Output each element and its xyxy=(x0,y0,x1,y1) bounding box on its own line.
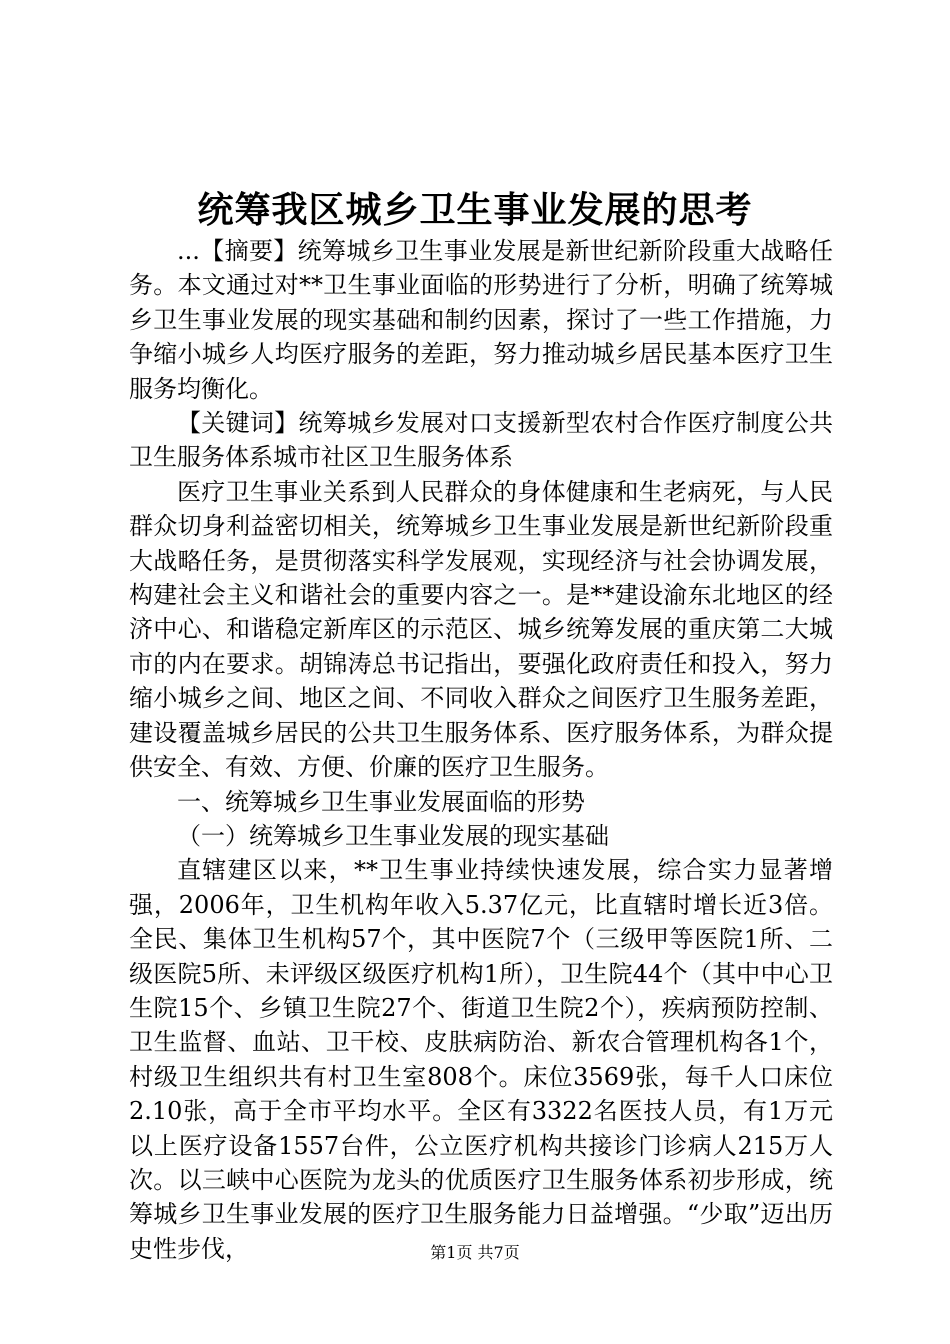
keywords-paragraph: 【关键词】统筹城乡发展对口支援新型农村合作医疗制度公共卫生服务体系城市社区卫生服务体系 xyxy=(129,409,833,472)
subsection-heading: （一）统筹城乡卫生事业发展的现实基础 xyxy=(177,821,609,850)
section-heading: 一、统筹城乡卫生事业发展面临的形势 xyxy=(177,787,585,816)
document-body xyxy=(129,234,833,1266)
body-paragraph: 直辖建区以来，**卫生事业持续快速发展，综合实力显著增强，2006年，卫生机构年收入5.37亿元，比直辖时增长近3倍。全民、集体卫生机构57个，其中医院7个（三级甲等医院1所、二级医院5所、未评级区级医疗机构1所），卫生院44个（其中中心卫生院15个、乡镇卫生院27个、街道卫生院2个），疾病预防控制、卫生监督、血站、卫干校、皮肤病防治、新农合管理机构各1个，村级卫生组织共有村卫生室808个。床位3569张，每千人口床位2.10张，高于全市平均水平。全区有3322名医技人员，有1万元以上医疗设备1557台件，公立医疗机构共接诊门诊病人215万人次。以三峡中心医院为龙头的优质医疗卫生服务体系初步形成，统筹城乡卫生事业发展的医疗卫生服务能力日益增强。“少取”迈出历史性步伐， xyxy=(129,856,833,1263)
document-title: 统筹我区城乡卫生事业发展的思考 xyxy=(197,189,753,231)
page-number: 第1页 共7页 xyxy=(430,1243,520,1262)
abstract-paragraph: ...【摘要】统筹城乡卫生事业发展是新世纪新阶段重大战略任务。本文通过对**卫生事业面临的形势进行了分析，明确了统筹城乡卫生事业发展的现实基础和制约因素，探讨了一些工作措施，力争缩小城乡人均医疗服务的差距，努力推动城乡居民基本医疗卫生服务均衡化。 xyxy=(129,237,833,403)
intro-paragraph: 医疗卫生事业关系到人民群众的身体健康和生老病死，与人民群众切身利益密切相关，统筹城乡卫生事业发展是新世纪新阶段重大战略任务，是贯彻落实科学发展观，实现经济与社会协调发展，构建社会主义和谐社会的重要内容之一。是**建设渝东北地区的经济中心、和谐稳定新库区的示范区、城乡统筹发展的重庆第二大城市的内在要求。胡锦涛总书记指出，要强化政府责任和投入，努力缩小城乡之间、地区之间、不同收入群众之间医疗卫生服务差距，建设覆盖城乡居民的公共卫生服务体系、医疗服务体系，为群众提供安全、有效、方便、价廉的医疗卫生服务。 xyxy=(129,477,833,782)
